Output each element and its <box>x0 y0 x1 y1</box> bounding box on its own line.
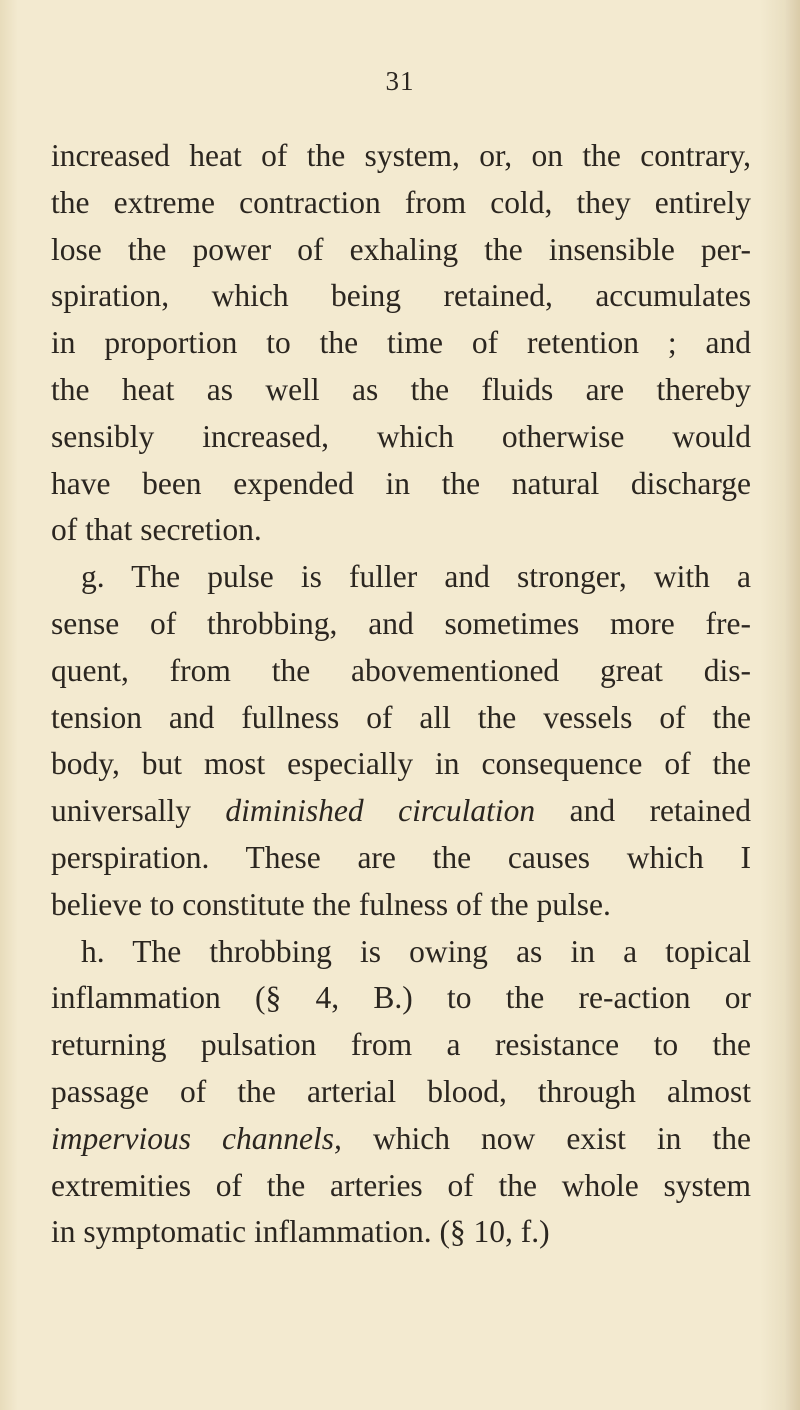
text-line: returning pulsation from a resistance to the <box>51 1027 751 1063</box>
text-line: extremities of the arteries of the whole system <box>51 1167 751 1203</box>
text-line: quent, from the abovementioned great dis- <box>51 652 751 688</box>
text-line: the extreme contraction from cold, they entirely <box>51 184 751 220</box>
text-line: in symptomatic inflammation. (§ 10, f.) <box>51 1214 550 1250</box>
paragraph-g-start: g. The pulse is fuller and stronger, with a <box>81 559 751 595</box>
text-line: the heat as well as the fluids are thereby <box>51 371 751 407</box>
text-line: sensibly increased, which otherwise would <box>51 418 751 454</box>
text-line: passage of the arterial blood, through almost <box>51 1073 751 1109</box>
text-run: universally <box>51 793 226 829</box>
page-edge <box>786 0 800 1410</box>
italic-phrase: impervious channels, <box>51 1120 342 1156</box>
text-line: spiration, which being retained, accumulates <box>51 278 751 314</box>
text-line: perspiration. These are the causes which I <box>51 839 751 875</box>
text-line: in proportion to the time of retention ; and <box>51 325 751 361</box>
text-line: increased heat of the system, or, on the contrary, <box>51 138 751 173</box>
page-number: 31 <box>385 66 415 96</box>
text-line: inflammation (§ 4, B.) to the re-action or <box>51 980 751 1016</box>
text-run: which now exist in the <box>341 1120 751 1156</box>
text-line: sense of throbbing, and sometimes more fre- <box>51 605 751 641</box>
text-line: lose the power of exhaling the insensible per- <box>51 231 751 267</box>
body-text <box>51 133 751 1256</box>
text-line: tension and fullness of all the vessels of the <box>51 699 751 735</box>
text-run: and retained <box>535 793 752 829</box>
paragraph-h-start: h. The throbbing is owing as in a topical <box>81 933 751 969</box>
italic-phrase: diminished circulation <box>225 793 536 829</box>
text-line <box>51 1116 751 1163</box>
text-line: have been expended in the natural discharge <box>51 465 751 501</box>
text-line: believe to constitute the fulness of the pulse. <box>51 886 611 922</box>
text-line: body, but most especially in consequence of the <box>51 746 751 782</box>
text-line <box>51 788 751 835</box>
text-line: of that secretion. <box>51 512 262 548</box>
